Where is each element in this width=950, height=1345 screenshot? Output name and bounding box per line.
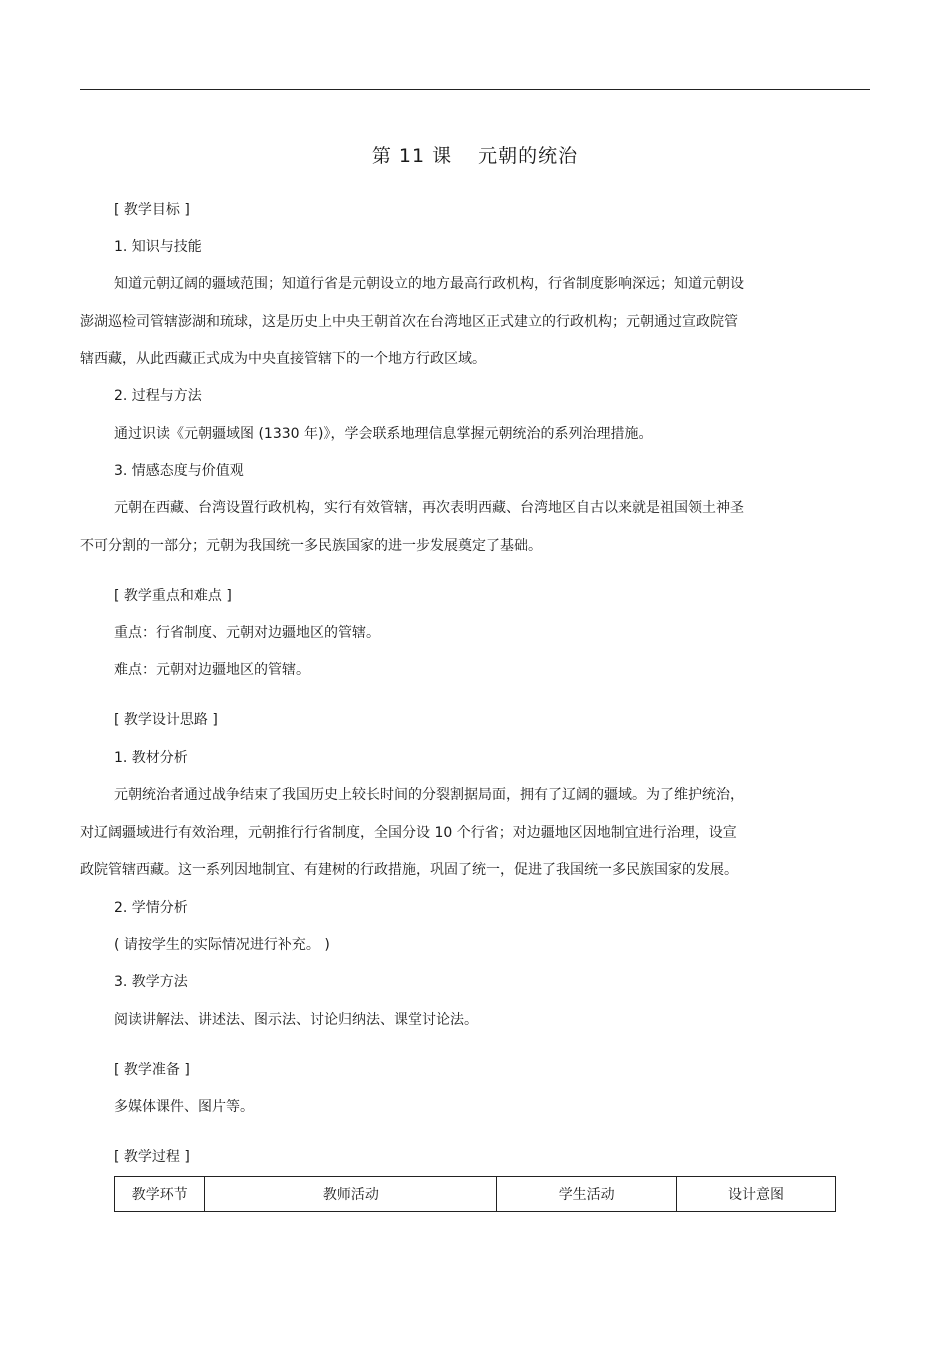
lesson-name: 元朝的统治	[478, 145, 579, 167]
header-rule	[80, 89, 870, 90]
objectives-s1-heading: 1. 知识与技能	[114, 239, 202, 255]
keypoints-heading: [ 教学重点和难点 ]	[114, 588, 232, 604]
prep-heading: [ 教学准备 ]	[114, 1062, 190, 1078]
table-header-cell: 设计意图	[677, 1177, 836, 1212]
objectives-s2-line: 通过识读《元朝疆域图 (1330 年)》，学会联系地理信息掌握元朝统治的系列治理措施。	[114, 426, 653, 442]
design-s1-line: 对辽阔疆域进行有效治理，元朝推行行省制度，全国分设 10 个行省；对边疆地区因地制宜进行治理，设宣	[80, 825, 737, 841]
objectives-heading: [ 教学目标 ]	[114, 202, 190, 218]
prep-line: 多媒体课件、图片等。	[114, 1099, 254, 1115]
process-heading: [ 教学过程 ]	[114, 1149, 190, 1165]
keypoints-difficulty: 难点：元朝对边疆地区的管辖。	[114, 662, 310, 678]
design-s2-heading: 2. 学情分析	[114, 900, 188, 916]
design-s1-heading: 1. 教材分析	[114, 750, 188, 766]
keypoints-focus: 重点：行省制度、元朝对边疆地区的管辖。	[114, 625, 380, 641]
table-header-row	[115, 1177, 836, 1212]
process-table	[114, 1176, 836, 1212]
design-s3-line: 阅读讲解法、讲述法、图示法、讨论归纳法、课堂讨论法。	[114, 1012, 478, 1028]
page-title	[0, 141, 950, 168]
design-s1-line: 政院管辖西藏。这一系列因地制宜、有建树的行政措施，巩固了统一，促进了我国统一多民族国家的发展。	[80, 862, 738, 878]
objectives-s3-heading: 3. 情感态度与价值观	[114, 463, 244, 479]
objectives-s2-heading: 2. 过程与方法	[114, 388, 202, 404]
design-heading: [ 教学设计思路 ]	[114, 712, 218, 728]
table-header-cell: 学生活动	[497, 1177, 677, 1212]
objectives-s3-line: 元朝在西藏、台湾设置行政机构，实行有效管辖，再次表明西藏、台湾地区自古以来就是祖国领土神圣	[114, 500, 744, 516]
table-header-cell: 教师活动	[205, 1177, 497, 1212]
objectives-s1-line: 知道元朝辽阔的疆域范围；知道行省是元朝设立的地方最高行政机构，行省制度影响深远；知道元朝设	[114, 276, 744, 292]
design-s1-line: 元朝统治者通过战争结束了我国历史上较长时间的分裂割据局面，拥有了辽阔的疆域。为了维护统治，	[114, 787, 744, 803]
objectives-s1-line: 澎湖巡检司管辖澎湖和琉球，这是历史上中央王朝首次在台湾地区正式建立的行政机构；元朝通过宣政院管	[80, 314, 738, 330]
objectives-s1-line: 辖西藏，从此西藏正式成为中央直接管辖下的一个地方行政区域。	[80, 351, 486, 367]
design-s3-heading: 3. 教学方法	[114, 974, 188, 990]
lesson-number: 第 11 课	[371, 145, 453, 167]
table-header-cell: 教学环节	[115, 1177, 205, 1212]
objectives-s3-line: 不可分割的一部分；元朝为我国统一多民族国家的进一步发展奠定了基础。	[80, 538, 542, 554]
design-s2-line: ( 请按学生的实际情况进行补充。 )	[114, 937, 330, 953]
